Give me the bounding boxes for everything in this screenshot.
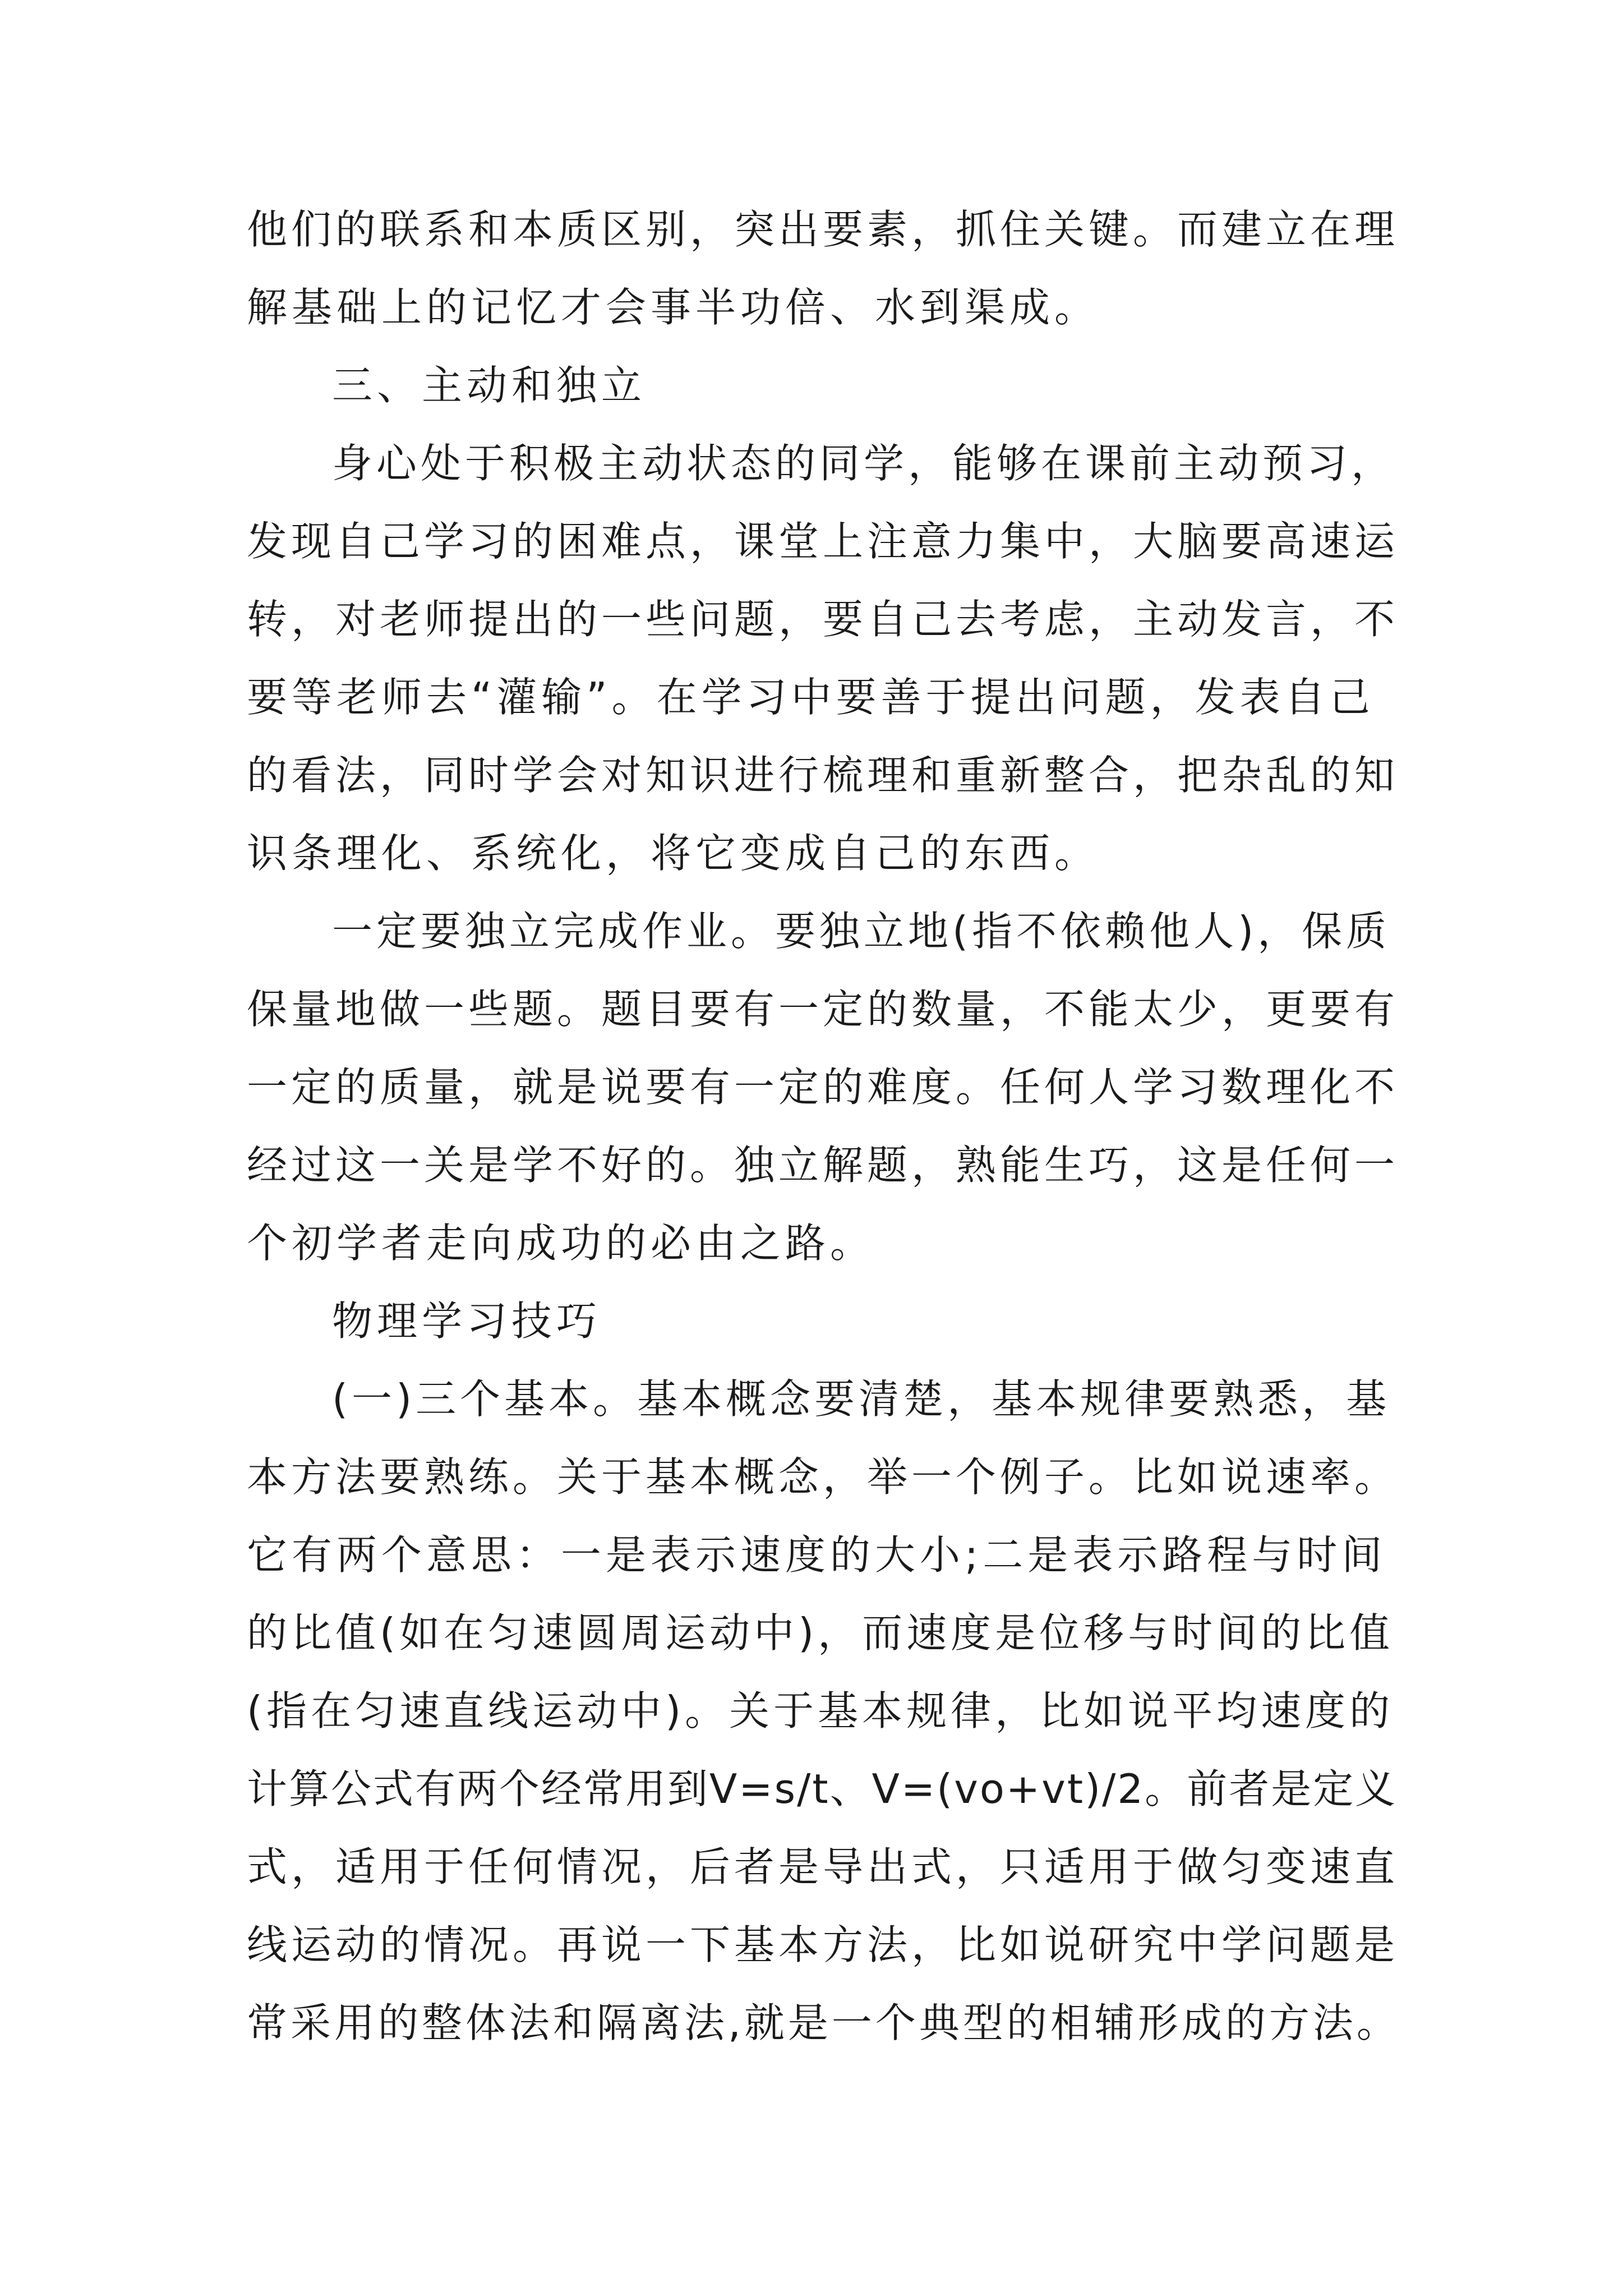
text-line: 经过这一关是学不好的。独立解题，熟能生巧，这是任何一 [247, 1142, 1399, 1189]
text-line: 他们的联系和本质区别，突出要素，抓住关键。而建立在理 [247, 206, 1399, 253]
text-line: 计算公式有两个经常用到V=s/t、V=(vo+vt)/2。前者是定义 [247, 1765, 1398, 1812]
text-line: 线运动的情况。再说一下基本方法，比如说研究中学问题是 [247, 1921, 1399, 1968]
body-text [247, 191, 1402, 2062]
text-line: 的比值(如在匀速圆周运动中)，而速度是位移与时间的比值 [247, 1609, 1394, 1657]
text-line: 一定的质量，就是说要有一定的难度。任何人学习数理化不 [247, 1064, 1399, 1111]
text-line: 解基础上的记忆才会事半功倍、水到渠成。 [247, 284, 1100, 331]
text-line: 三、主动和独立 [332, 362, 647, 409]
text-line: 一定要独立完成作业。要独立地(指不依赖他人)，保质 [332, 908, 1391, 955]
text-line: (指在匀速直线运动中)。关于基本规律，比如说平均速度的 [247, 1687, 1394, 1734]
text-line: 身心处于积极主动状态的同学，能够在课前主动预习， [332, 440, 1396, 487]
text-line: 保量地做一些题。题目要有一定的数量，不能太少，更要有 [247, 986, 1399, 1033]
text-line: 物理学习技巧 [332, 1297, 602, 1345]
text-line: 式，适用于任何情况，后者是导出式，只适用于做匀变速直 [247, 1843, 1399, 1890]
text-line: 发现自己学习的困难点，课堂上注意力集中，大脑要高速运 [247, 518, 1399, 565]
text-line: 本方法要熟练。关于基本概念，举一个例子。比如说速率。 [247, 1453, 1399, 1501]
text-line: (一)三个基本。基本概念要清楚，基本规律要熟悉，基 [332, 1375, 1391, 1423]
text-line: 转，对老师提出的一些问题，要自己去考虑，主动发言，不 [247, 596, 1399, 643]
text-line: 常采用的整体法和隔离法,就是一个典型的相辅形成的方法。 [247, 1999, 1400, 2046]
text-line: 识条理化、系统化，将它变成自己的东西。 [247, 830, 1100, 877]
text-line: 个初学者走向成功的必由之路。 [247, 1220, 875, 1267]
text-line: 要等老师去“灌输”。在学习中要善于提出问题，发表自己 [247, 674, 1375, 721]
text-line: 的看法，同时学会对知识进行梳理和重新整合，把杂乱的知 [247, 752, 1399, 799]
text-line: 它有两个意思：一是表示速度的大小;二是表示路程与时间 [247, 1531, 1387, 1579]
